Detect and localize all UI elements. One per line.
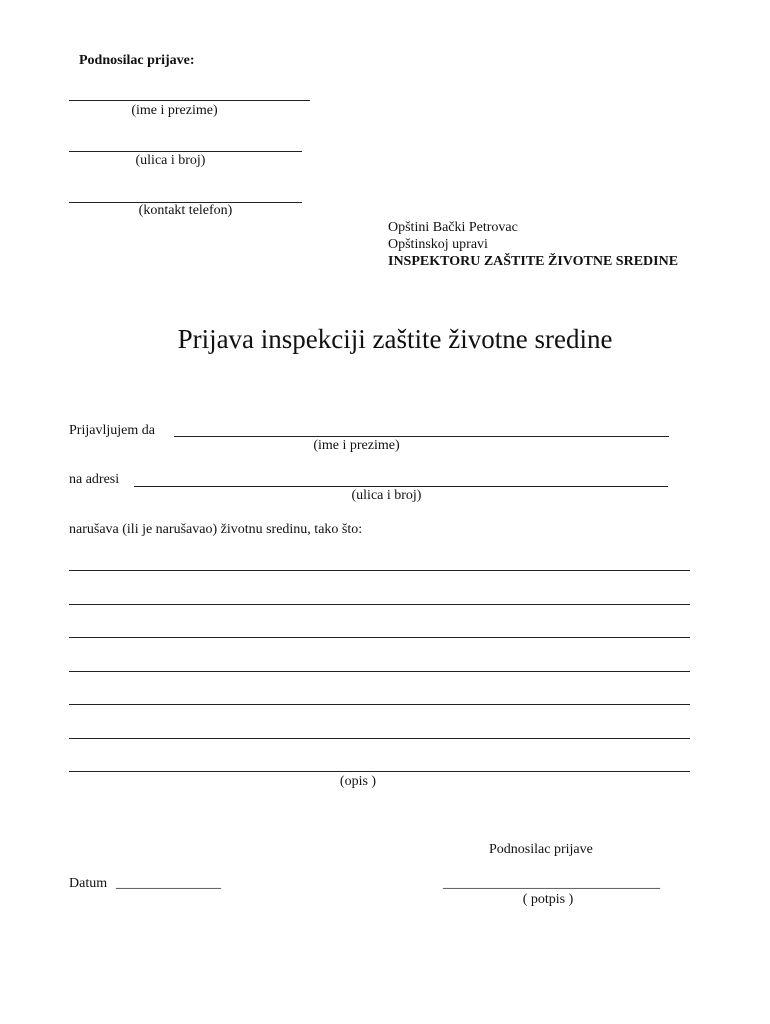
sender-phone-caption: (kontakt telefon): [138, 203, 233, 218]
sender-heading: Podnosilac prijave:: [79, 53, 195, 68]
description-line-7[interactable]: [69, 771, 690, 772]
address-label: na adresi: [69, 472, 120, 487]
sender-street-caption: (ulica i broj): [135, 153, 206, 168]
signer-label: Podnosilac prijave: [489, 842, 593, 857]
description-line-3[interactable]: [69, 637, 690, 638]
reporting-label: Prijavljujem da: [69, 423, 155, 438]
description-line-6[interactable]: [69, 738, 690, 739]
description-caption: (opis ): [339, 774, 377, 789]
violation-text: narušava (ili je narušavao) životnu sredinu, tako što:: [69, 522, 363, 537]
address-line[interactable]: [134, 486, 668, 487]
signature-field[interactable]: _______________________________: [443, 876, 660, 891]
date-field[interactable]: _______________: [116, 876, 221, 891]
sender-name-line[interactable]: [69, 100, 310, 101]
description-line-2[interactable]: [69, 604, 690, 605]
recipient-line-3: INSPEKTORU ZAŠTITE ŽIVOTNE SREDINE: [388, 254, 679, 269]
sender-street-line[interactable]: [69, 151, 302, 152]
reporting-name-caption: (ime i prezime): [313, 438, 400, 453]
page-title: Prijava inspekciji zaštite životne sredine: [177, 324, 613, 354]
description-line-1[interactable]: [69, 570, 690, 571]
date-label: Datum: [69, 876, 108, 891]
recipient-line-1: Opštini Bački Petrovac: [388, 220, 518, 235]
sender-name-caption: (ime i prezime): [131, 103, 218, 118]
address-caption: (ulica i broj): [351, 488, 422, 503]
recipient-line-2: Opštinskoj upravi: [388, 237, 488, 252]
description-line-5[interactable]: [69, 704, 690, 705]
reporting-name-line[interactable]: [174, 436, 669, 437]
description-line-4[interactable]: [69, 671, 690, 672]
signature-caption: ( potpis ): [522, 892, 574, 907]
